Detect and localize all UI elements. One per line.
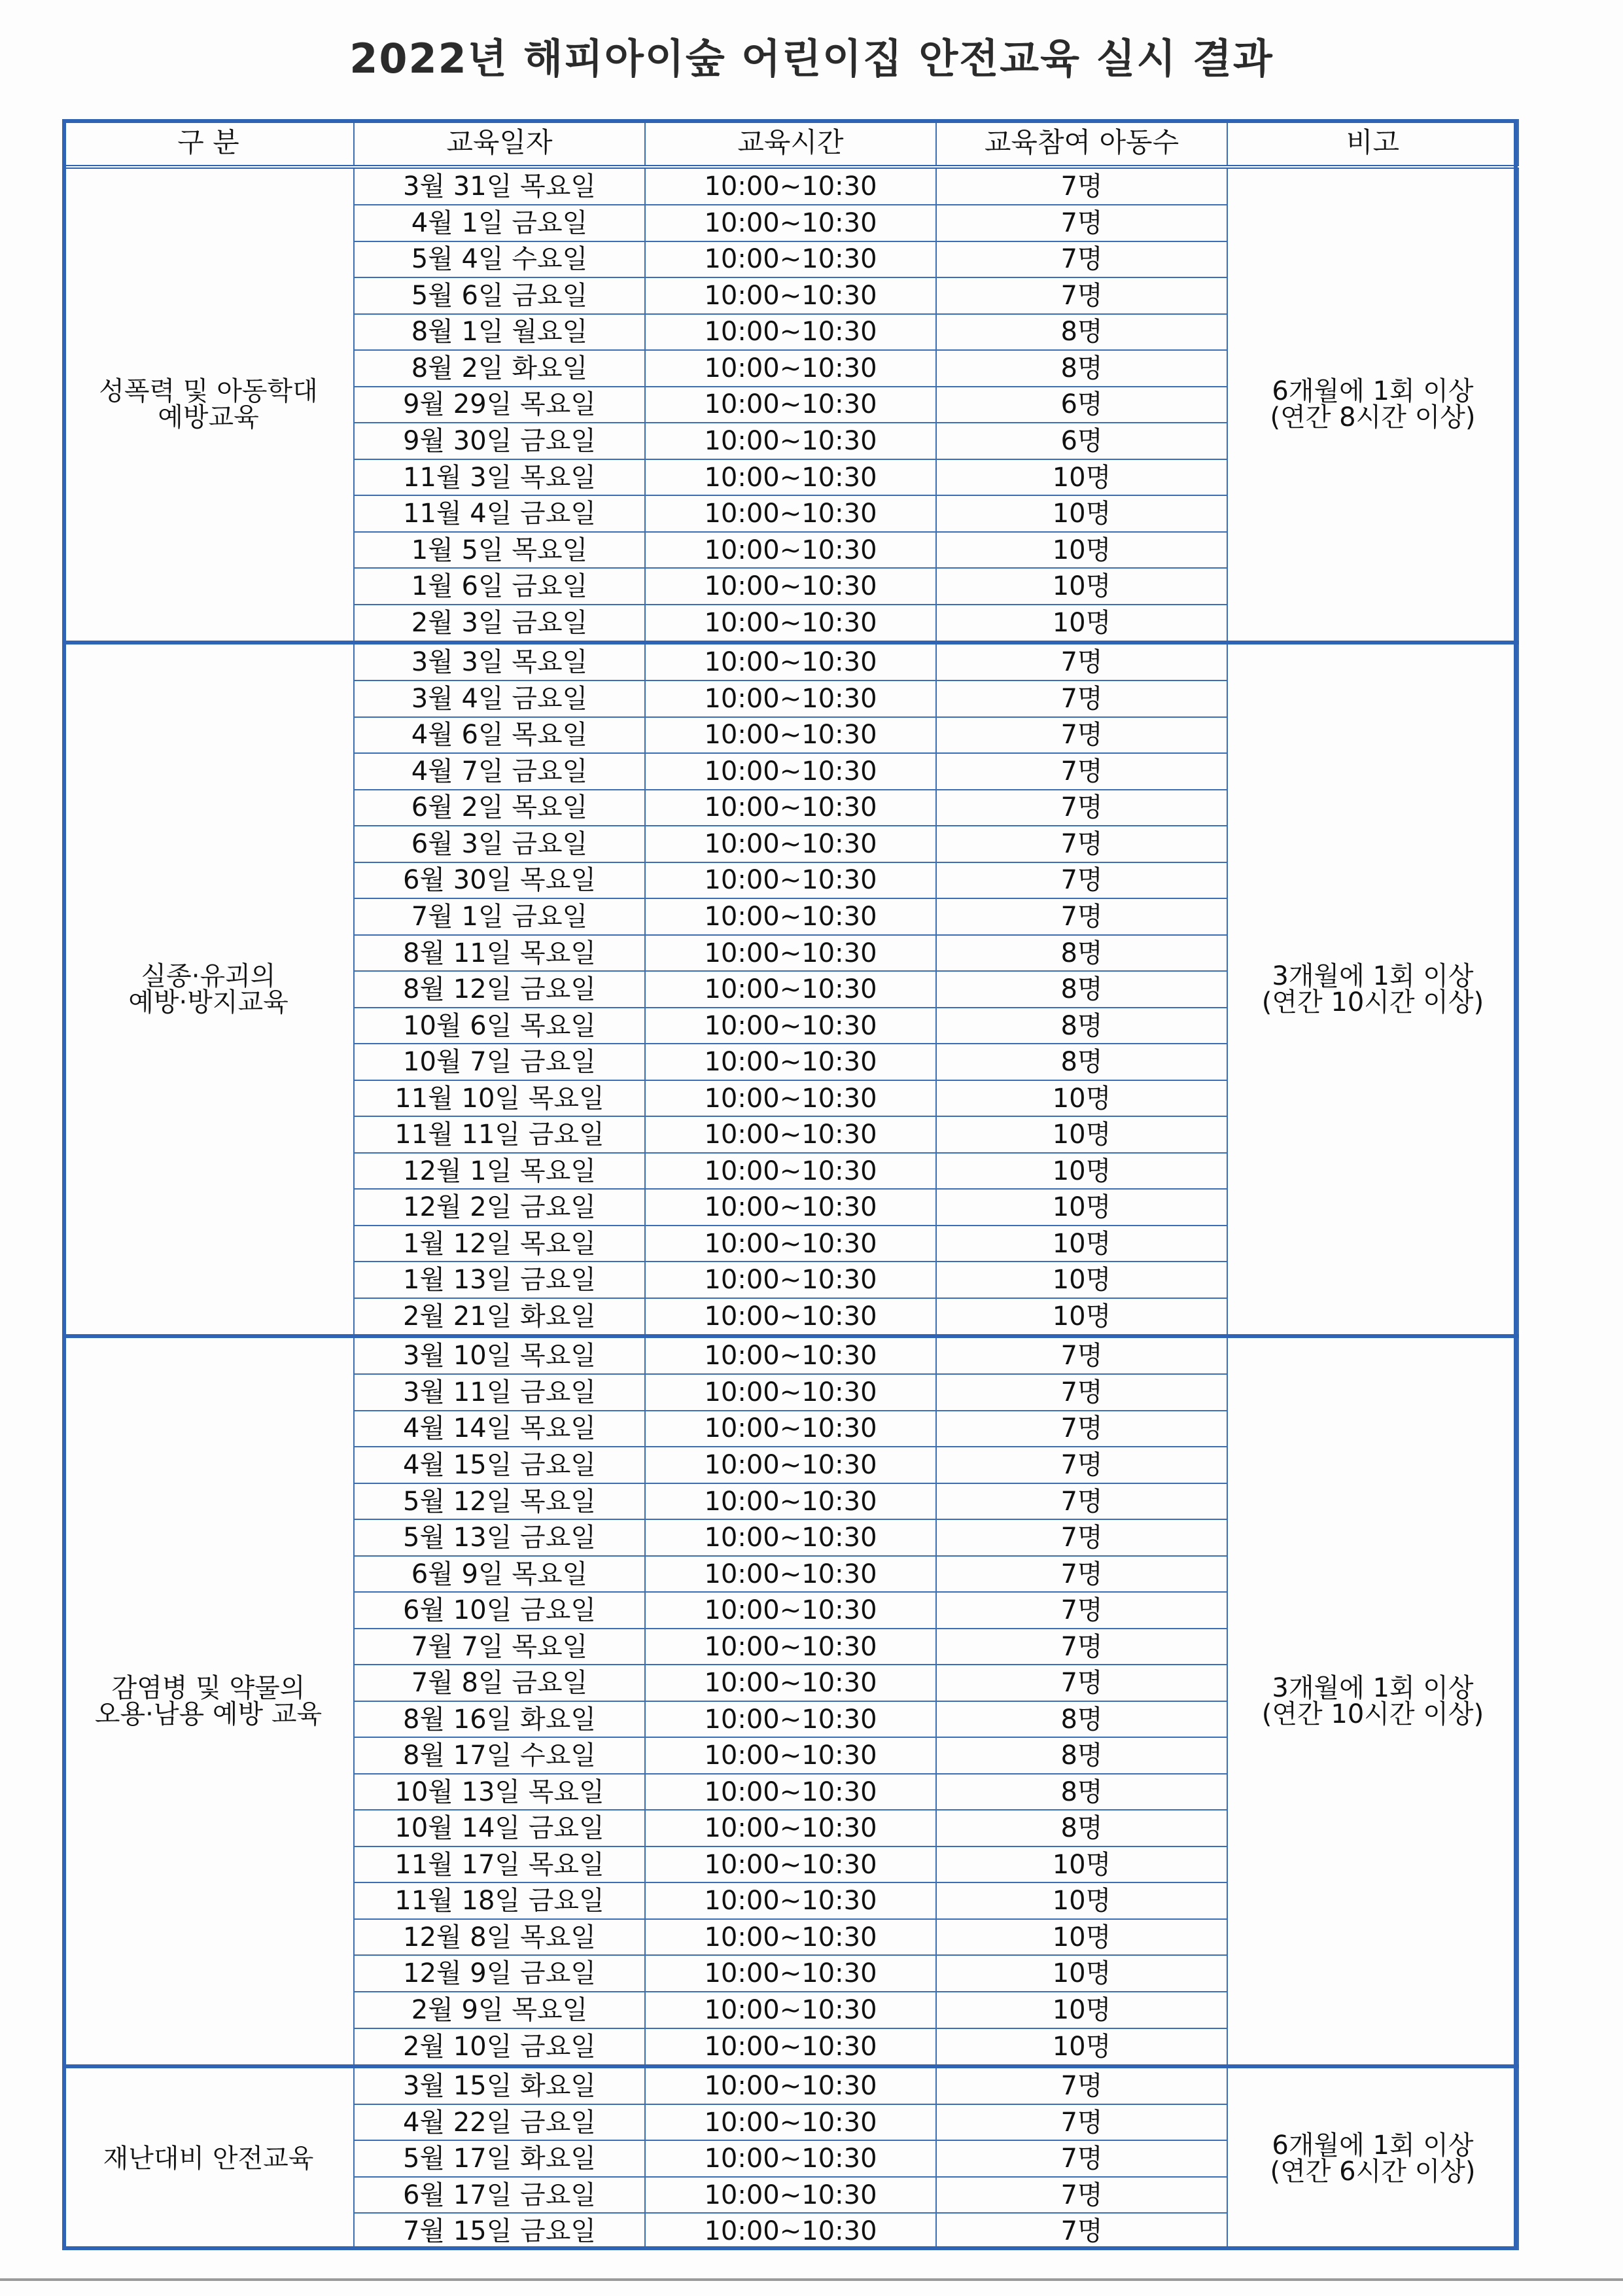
section-remarks-line: (연간 8시간 이상) — [1270, 402, 1476, 433]
date-cell: 3월 31일 목요일 — [354, 167, 645, 205]
date-cell: 11월 3일 목요일 — [354, 459, 645, 496]
section-category-cell — [63, 2066, 354, 2250]
children-count-cell: 10명 — [936, 1226, 1227, 1262]
children-count-cell: 7명 — [936, 167, 1227, 205]
time-cell: 10:00~10:30 — [645, 1080, 936, 1117]
time-cell: 10:00~10:30 — [645, 1116, 936, 1153]
date-cell: 5월 6일 금요일 — [354, 277, 645, 314]
time-cell: 10:00~10:30 — [645, 568, 936, 605]
date-cell: 6월 2일 목요일 — [354, 790, 645, 826]
children-count-cell: 10명 — [936, 532, 1227, 569]
children-count-cell: 7명 — [936, 1336, 1227, 1374]
date-cell: 12월 9일 금요일 — [354, 1955, 645, 1992]
date-cell: 2월 10일 금요일 — [354, 2028, 645, 2066]
time-cell: 10:00~10:30 — [645, 1701, 936, 1738]
children-count-cell: 8명 — [936, 1701, 1227, 1738]
children-count-cell: 6명 — [936, 387, 1227, 423]
table-row — [63, 2066, 1518, 2104]
time-cell: 10:00~10:30 — [645, 423, 936, 459]
children-count-cell: 8명 — [936, 314, 1227, 351]
date-cell: 7월 8일 금요일 — [354, 1665, 645, 1701]
date-cell: 7월 7일 목요일 — [354, 1629, 645, 1665]
time-cell: 10:00~10:30 — [645, 680, 936, 717]
date-cell: 11월 11일 금요일 — [354, 1116, 645, 1153]
section-category-cell — [63, 1336, 354, 2066]
section-category-cell — [63, 167, 354, 643]
time-cell: 10:00~10:30 — [645, 277, 936, 314]
section-remarks-cell — [1227, 2066, 1518, 2250]
children-count-cell: 7명 — [936, 643, 1227, 680]
children-count-cell: 7명 — [936, 898, 1227, 935]
date-cell: 11월 18일 금요일 — [354, 1882, 645, 1919]
children-count-cell: 7명 — [936, 277, 1227, 314]
children-count-cell: 10명 — [936, 1080, 1227, 1117]
time-cell: 10:00~10:30 — [645, 495, 936, 532]
children-count-cell: 10명 — [936, 495, 1227, 532]
section-category-line: 예방교육 — [158, 402, 259, 433]
children-count-cell: 8명 — [936, 350, 1227, 387]
children-count-cell: 10명 — [936, 1955, 1227, 1992]
time-cell: 10:00~10:30 — [645, 1665, 936, 1701]
date-cell: 6월 3일 금요일 — [354, 826, 645, 862]
page-title: 2022년 해피아이숲 어린이집 안전교육 실시 결과 — [349, 35, 1274, 82]
time-cell: 10:00~10:30 — [645, 1810, 936, 1846]
date-cell: 6월 30일 목요일 — [354, 862, 645, 899]
children-count-cell: 10명 — [936, 1919, 1227, 1956]
time-cell: 10:00~10:30 — [645, 314, 936, 351]
time-cell: 10:00~10:30 — [645, 1556, 936, 1593]
children-count-cell: 7명 — [936, 2140, 1227, 2177]
children-count-cell: 10명 — [936, 1298, 1227, 1336]
children-count-cell: 10명 — [936, 605, 1227, 643]
date-cell: 11월 10일 목요일 — [354, 1080, 645, 1117]
time-cell: 10:00~10:30 — [645, 1519, 936, 1556]
time-cell: 10:00~10:30 — [645, 2213, 936, 2250]
date-cell: 3월 10일 목요일 — [354, 1336, 645, 1374]
children-count-cell: 7명 — [936, 1374, 1227, 1411]
date-cell: 11월 4일 금요일 — [354, 495, 645, 532]
header-date: 교육일자 — [354, 120, 645, 167]
children-count-cell: 10명 — [936, 1116, 1227, 1153]
date-cell: 4월 7일 금요일 — [354, 753, 645, 790]
date-cell: 12월 1일 목요일 — [354, 1153, 645, 1190]
date-cell: 8월 1일 월요일 — [354, 314, 645, 351]
children-count-cell: 7명 — [936, 1665, 1227, 1701]
table-row — [63, 167, 1518, 205]
header-remarks: 비고 — [1227, 120, 1518, 167]
children-count-cell: 10명 — [936, 459, 1227, 496]
date-cell: 7월 15일 금요일 — [354, 2213, 645, 2250]
time-cell: 10:00~10:30 — [645, 717, 936, 754]
scan-edge-line — [0, 2278, 1623, 2281]
time-cell: 10:00~10:30 — [645, 167, 936, 205]
children-count-cell: 7명 — [936, 862, 1227, 899]
section-remarks-cell — [1227, 167, 1518, 643]
section-category-cell — [63, 643, 354, 1336]
section-category-line: 재난대비 안전교육 — [103, 2143, 314, 2174]
date-cell: 12월 8일 목요일 — [354, 1919, 645, 1956]
section-category-line: 감염병 및 약물의 — [111, 1672, 305, 1703]
children-count-cell: 10명 — [936, 568, 1227, 605]
time-cell: 10:00~10:30 — [645, 2104, 936, 2141]
time-cell: 10:00~10:30 — [645, 753, 936, 790]
date-cell: 8월 2일 화요일 — [354, 350, 645, 387]
date-cell: 11월 17일 목요일 — [354, 1846, 645, 1883]
time-cell: 10:00~10:30 — [645, 1737, 936, 1774]
time-cell: 10:00~10:30 — [645, 935, 936, 972]
date-cell: 8월 16일 화요일 — [354, 1701, 645, 1738]
date-cell: 4월 15일 금요일 — [354, 1447, 645, 1483]
header-row — [63, 120, 1518, 167]
time-cell: 10:00~10:30 — [645, 1153, 936, 1190]
schedule-table — [62, 119, 1519, 2250]
table-row — [63, 643, 1518, 680]
children-count-cell: 8명 — [936, 1044, 1227, 1080]
children-count-cell: 7명 — [936, 1483, 1227, 1520]
header-category: 구 분 — [63, 120, 354, 167]
section-remarks-line: 3개월에 1회 이상 — [1272, 1672, 1474, 1703]
date-cell: 6월 10일 금요일 — [354, 1592, 645, 1629]
date-cell: 4월 14일 목요일 — [354, 1411, 645, 1447]
header-time: 교육시간 — [645, 120, 936, 167]
date-cell: 3월 3일 목요일 — [354, 643, 645, 680]
date-cell: 2월 21일 화요일 — [354, 1298, 645, 1336]
date-cell: 12월 2일 금요일 — [354, 1189, 645, 1226]
time-cell: 10:00~10:30 — [645, 1411, 936, 1447]
date-cell: 10월 6일 목요일 — [354, 1008, 645, 1044]
time-cell: 10:00~10:30 — [645, 898, 936, 935]
children-count-cell: 7명 — [936, 680, 1227, 717]
section-remarks-line: (연간 10시간 이상) — [1261, 987, 1484, 1018]
children-count-cell: 8명 — [936, 935, 1227, 972]
date-cell: 1월 5일 목요일 — [354, 532, 645, 569]
date-cell: 2월 3일 금요일 — [354, 605, 645, 643]
section-remarks-line: 6개월에 1회 이상 — [1272, 2130, 1474, 2161]
date-cell: 8월 12일 금요일 — [354, 971, 645, 1008]
section-category-line: 예방·방지교육 — [128, 987, 288, 1018]
date-cell: 4월 22일 금요일 — [354, 2104, 645, 2141]
time-cell: 10:00~10:30 — [645, 1629, 936, 1665]
section-remarks-cell — [1227, 643, 1518, 1336]
time-cell: 10:00~10:30 — [645, 1008, 936, 1044]
date-cell: 6월 17일 금요일 — [354, 2177, 645, 2214]
section-remarks-line: (연간 10시간 이상) — [1261, 1699, 1484, 1729]
children-count-cell: 7명 — [936, 1447, 1227, 1483]
children-count-cell: 7명 — [936, 205, 1227, 241]
time-cell: 10:00~10:30 — [645, 1846, 936, 1883]
time-cell: 10:00~10:30 — [645, 2028, 936, 2066]
time-cell: 10:00~10:30 — [645, 1774, 936, 1810]
time-cell: 10:00~10:30 — [645, 1592, 936, 1629]
date-cell: 3월 11일 금요일 — [354, 1374, 645, 1411]
time-cell: 10:00~10:30 — [645, 205, 936, 241]
section-category-line: 오용·남용 예방 교육 — [94, 1699, 323, 1729]
children-count-cell: 7명 — [936, 2213, 1227, 2250]
date-cell: 4월 1일 금요일 — [354, 205, 645, 241]
time-cell: 10:00~10:30 — [645, 2177, 936, 2214]
time-cell: 10:00~10:30 — [645, 643, 936, 680]
time-cell: 10:00~10:30 — [645, 532, 936, 569]
children-count-cell: 7명 — [936, 1411, 1227, 1447]
children-count-cell: 6명 — [936, 423, 1227, 459]
children-count-cell: 7명 — [936, 1556, 1227, 1593]
children-count-cell: 7명 — [936, 1592, 1227, 1629]
children-count-cell: 10명 — [936, 1846, 1227, 1883]
section-remarks-line: 3개월에 1회 이상 — [1272, 961, 1474, 992]
children-count-cell: 10명 — [936, 2028, 1227, 2066]
schedule-table-container — [62, 119, 1518, 2250]
children-count-cell: 7명 — [936, 2104, 1227, 2141]
children-count-cell: 7명 — [936, 790, 1227, 826]
time-cell: 10:00~10:30 — [645, 2066, 936, 2104]
time-cell: 10:00~10:30 — [645, 1226, 936, 1262]
children-count-cell: 8명 — [936, 1737, 1227, 1774]
children-count-cell: 7명 — [936, 241, 1227, 278]
children-count-cell: 7명 — [936, 2066, 1227, 2104]
children-count-cell: 8명 — [936, 1008, 1227, 1044]
children-count-cell: 10명 — [936, 1262, 1227, 1298]
time-cell: 10:00~10:30 — [645, 1882, 936, 1919]
section-category-line: 실종·유괴의 — [141, 961, 276, 992]
children-count-cell: 7명 — [936, 717, 1227, 754]
date-cell: 7월 1일 금요일 — [354, 898, 645, 935]
date-cell: 9월 30일 금요일 — [354, 423, 645, 459]
date-cell: 5월 12일 목요일 — [354, 1483, 645, 1520]
time-cell: 10:00~10:30 — [645, 862, 936, 899]
date-cell: 1월 13일 금요일 — [354, 1262, 645, 1298]
date-cell: 1월 6일 금요일 — [354, 568, 645, 605]
section-category-line: 성폭력 및 아동학대 — [99, 376, 318, 407]
section-remarks-cell — [1227, 1336, 1518, 2066]
children-count-cell: 7명 — [936, 2177, 1227, 2214]
time-cell: 10:00~10:30 — [645, 1189, 936, 1226]
date-cell: 2월 9일 목요일 — [354, 1992, 645, 2028]
date-cell: 8월 11일 목요일 — [354, 935, 645, 972]
children-count-cell: 7명 — [936, 826, 1227, 862]
time-cell: 10:00~10:30 — [645, 1298, 936, 1336]
children-count-cell: 7명 — [936, 1629, 1227, 1665]
section-remarks-line: (연간 6시간 이상) — [1270, 2156, 1476, 2187]
date-cell: 5월 17일 화요일 — [354, 2140, 645, 2177]
schedule-body — [63, 167, 1518, 2250]
time-cell: 10:00~10:30 — [645, 971, 936, 1008]
children-count-cell: 7명 — [936, 1519, 1227, 1556]
date-cell: 10월 7일 금요일 — [354, 1044, 645, 1080]
time-cell: 10:00~10:30 — [645, 826, 936, 862]
date-cell: 5월 4일 수요일 — [354, 241, 645, 278]
children-count-cell: 8명 — [936, 1774, 1227, 1810]
time-cell: 10:00~10:30 — [645, 1955, 936, 1992]
time-cell: 10:00~10:30 — [645, 2140, 936, 2177]
time-cell: 10:00~10:30 — [645, 1374, 936, 1411]
time-cell: 10:00~10:30 — [645, 241, 936, 278]
date-cell: 8월 17일 수요일 — [354, 1737, 645, 1774]
time-cell: 10:00~10:30 — [645, 387, 936, 423]
time-cell: 10:00~10:30 — [645, 1483, 936, 1520]
time-cell: 10:00~10:30 — [645, 1336, 936, 1374]
children-count-cell: 8명 — [936, 971, 1227, 1008]
children-count-cell: 8명 — [936, 1810, 1227, 1846]
children-count-cell: 10명 — [936, 1882, 1227, 1919]
date-cell: 6월 9일 목요일 — [354, 1556, 645, 1593]
time-cell: 10:00~10:30 — [645, 350, 936, 387]
time-cell: 10:00~10:30 — [645, 1447, 936, 1483]
section-remarks-line: 6개월에 1회 이상 — [1272, 376, 1474, 407]
date-cell: 10월 14일 금요일 — [354, 1810, 645, 1846]
date-cell: 1월 12일 목요일 — [354, 1226, 645, 1262]
header-children-count: 교육참여 아동수 — [936, 120, 1227, 167]
children-count-cell: 7명 — [936, 753, 1227, 790]
time-cell: 10:00~10:30 — [645, 605, 936, 643]
time-cell: 10:00~10:30 — [645, 1919, 936, 1956]
date-cell: 4월 6일 목요일 — [354, 717, 645, 754]
date-cell: 9월 29일 목요일 — [354, 387, 645, 423]
children-count-cell: 10명 — [936, 1189, 1227, 1226]
table-row — [63, 1336, 1518, 1374]
children-count-cell: 10명 — [936, 1153, 1227, 1190]
children-count-cell: 10명 — [936, 1992, 1227, 2028]
time-cell: 10:00~10:30 — [645, 459, 936, 496]
time-cell: 10:00~10:30 — [645, 1992, 936, 2028]
time-cell: 10:00~10:30 — [645, 1262, 936, 1298]
date-cell: 3월 15일 화요일 — [354, 2066, 645, 2104]
date-cell: 10월 13일 목요일 — [354, 1774, 645, 1810]
date-cell: 3월 4일 금요일 — [354, 680, 645, 717]
time-cell: 10:00~10:30 — [645, 1044, 936, 1080]
date-cell: 5월 13일 금요일 — [354, 1519, 645, 1556]
time-cell: 10:00~10:30 — [645, 790, 936, 826]
